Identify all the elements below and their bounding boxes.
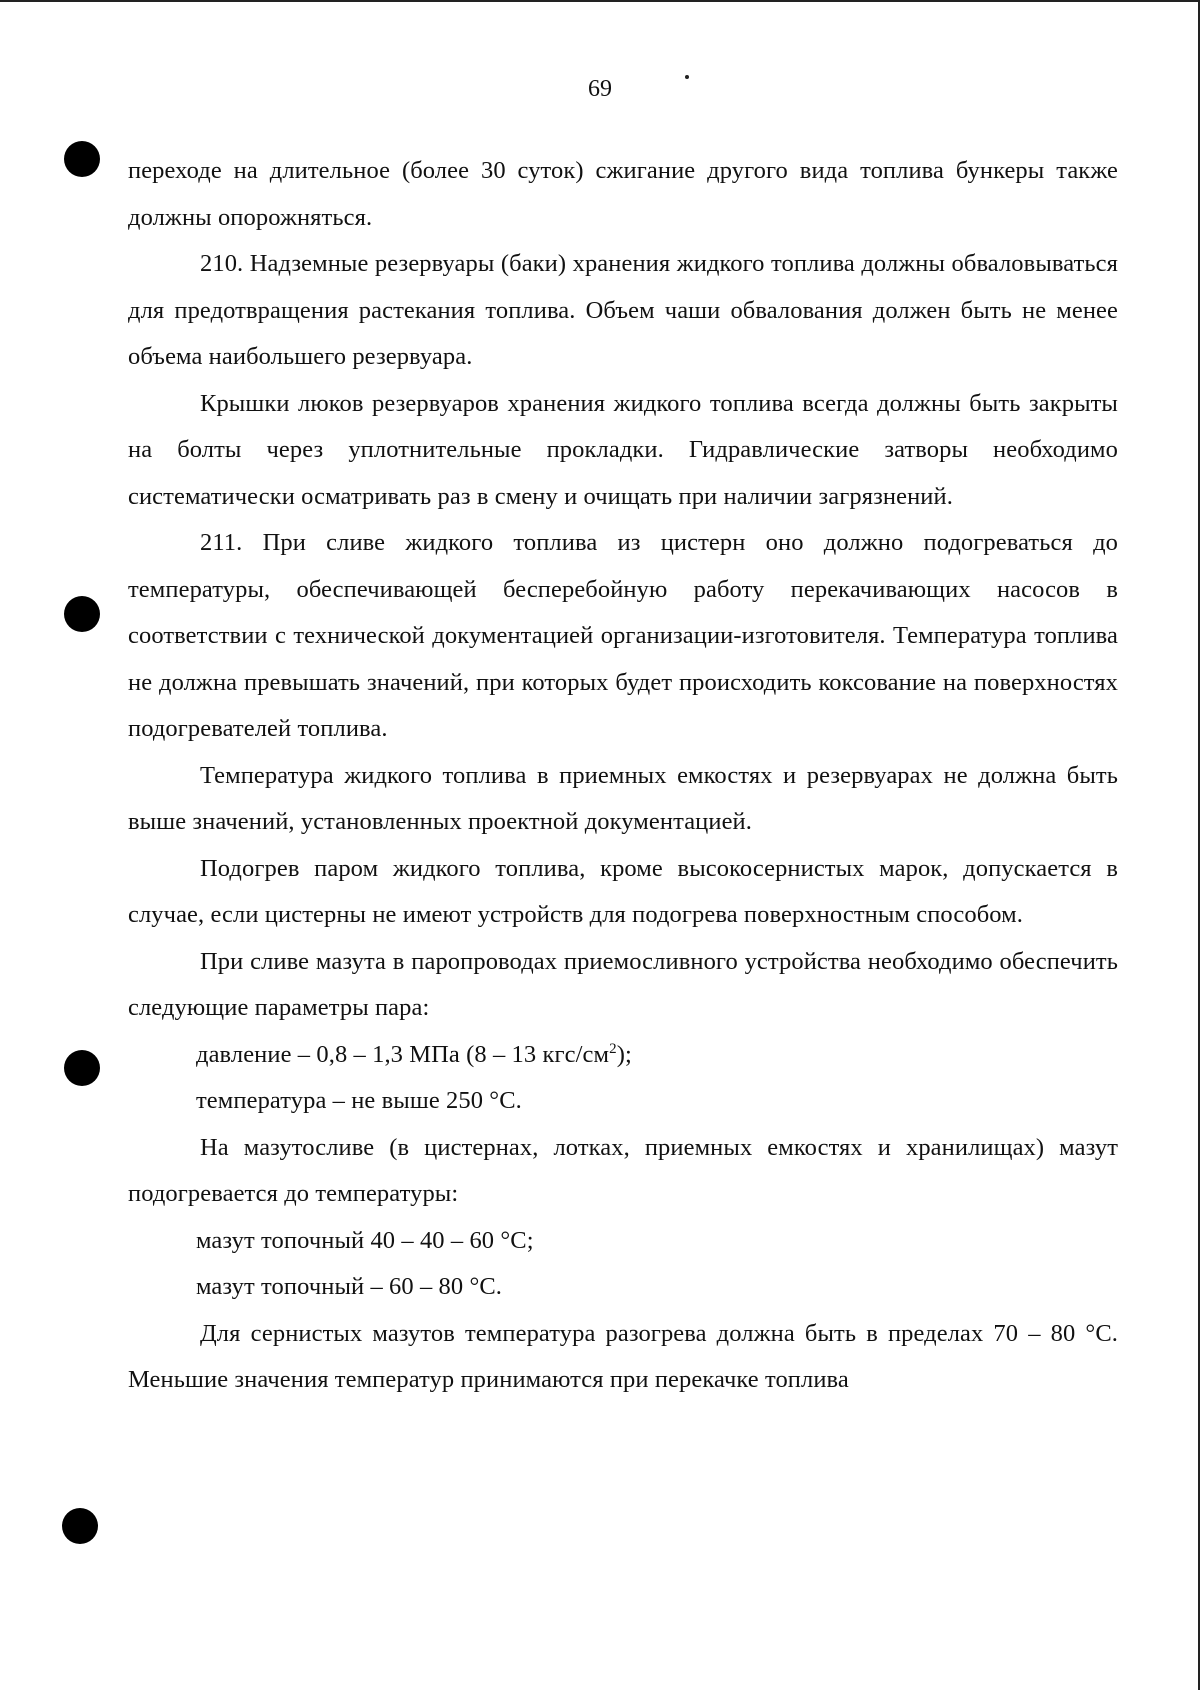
superscript: 2	[609, 1040, 617, 1057]
body-text	[128, 148, 1118, 1404]
pressure-text-end: );	[616, 1040, 632, 1068]
scan-border-top	[0, 0, 1200, 2]
paragraph-steam-parameters: При сливе мазута в паропроводах приемосливного устройства необходимо обеспечить следующие параметры пара:	[128, 947, 1118, 1021]
paragraph-tank-covers: Крышки люков резервуаров хранения жидкого топлива всегда должны быть закрыты на болты через уплотнительные прокладки. Гидравлические затворы необходимо систематически осматривать раз в смену и очищать при наличии загрязнений.	[128, 389, 1118, 510]
paragraph-continuation: переходе на длительное (более 30 суток) сжигание другого вида топлива бункеры также должны опорожняться.	[128, 157, 1118, 231]
list-item-mazut-40: мазут топочный 40 – 40 – 60 °С;	[196, 1226, 534, 1254]
pressure-text: давление – 0,8 – 1,3 МПа (8 – 13 кгс/см	[196, 1040, 610, 1068]
punch-hole	[64, 141, 100, 177]
paragraph-fuel-temperature: Температура жидкого топлива в приемных емкостях и резервуарах не должна быть выше значений, установленных проектной документацией.	[128, 761, 1118, 835]
paragraph-mazut-heating: На мазутосливе (в цистернах, лотках, приемных емкостях и хранилищах) мазут подогревается до температуры:	[128, 1133, 1118, 1207]
list-item-pressure	[128, 1032, 1118, 1079]
punch-hole	[64, 596, 100, 632]
punch-hole	[62, 1508, 98, 1544]
paragraph-sulfur-mazut: Для сернистых мазутов температура разогрева должна быть в пределах 70 – 80 °С. Меньшие значения температур принимаются при перекачке топлива	[128, 1319, 1118, 1393]
scan-speck	[685, 75, 689, 79]
paragraph-steam-heating: Подогрев паром жидкого топлива, кроме высокосернистых марок, допускается в случае, если цистерны не имеют устройств для подогрева поверхностным способом.	[128, 854, 1118, 928]
list-item-mazut-60: мазут топочный – 60 – 80 °С.	[196, 1273, 503, 1300]
punch-hole	[64, 1050, 100, 1086]
page-number: 69	[588, 76, 612, 102]
paragraph-211: 211. При сливе жидкого топлива из цистерн оно должно подогреваться до температуры, обеспечивающей бесперебойную работу перекачивающих насосов в соответствии с технической документацией организации-изготовителя. Температура топлива не должна превышать значений, при которых будет происходить коксование на поверхностях подогревателей топлива.	[128, 529, 1118, 742]
list-item-temperature: температура – не выше 250 °С.	[196, 1087, 522, 1114]
paragraph-210: 210. Надземные резервуары (баки) хранения жидкого топлива должны обваловываться для предотвращения растекания топлива. Объем чаши обвалования должен быть не менее объема наибольшего резервуара.	[128, 250, 1118, 370]
